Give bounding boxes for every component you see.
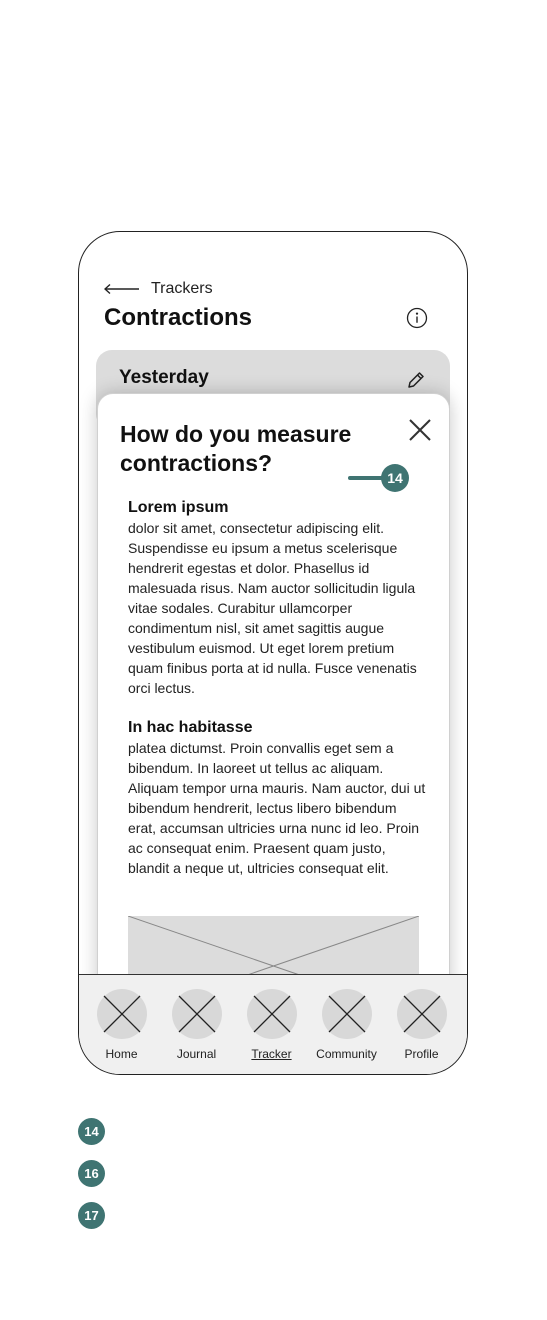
phone-frame: [78, 231, 468, 1075]
annotation-legend-badge: 17: [78, 1202, 105, 1229]
card-label: Yesterday: [119, 367, 209, 388]
tab-tracker[interactable]: [234, 989, 309, 1061]
community-icon: [322, 989, 372, 1039]
journal-icon: [172, 989, 222, 1039]
home-icon: [97, 989, 147, 1039]
back-label: Trackers: [151, 280, 213, 297]
tab-label: Tracker: [251, 1047, 292, 1061]
section-body: platea dictumst. Proin convallis eget sem a bibendum. In laoreet ut tellus ac aliquam. Aliquam tempor urna mauris. Nam auctor, dui ut bibendum hendrerit, lectus libero bibendum erat, accumsan ultricies urna nunc id leo. Proin ac consequat enim. Praesent quam justo, blandit a neque ut, ultricies consequat elit.: [128, 740, 426, 876]
tracker-icon: [247, 989, 297, 1039]
tab-label: Home: [105, 1047, 138, 1061]
tab-journal[interactable]: [159, 989, 234, 1061]
tab-home[interactable]: [84, 989, 159, 1061]
profile-icon: [397, 989, 447, 1039]
tab-label: Journal: [176, 1047, 217, 1061]
pencil-icon[interactable]: [406, 370, 426, 390]
tab-label: Community: [316, 1047, 377, 1061]
section-heading: Lorem ipsum: [128, 499, 229, 516]
tab-community[interactable]: [309, 989, 384, 1061]
bottom-tab-bar: [79, 974, 468, 1075]
modal-title: How do you measure contractions?: [120, 421, 352, 476]
modal-section: [128, 718, 428, 878]
tab-profile[interactable]: [384, 989, 459, 1061]
section-body: dolor sit amet, consectetur adipiscing elit. Suspendisse eu ipsum a metus scelerisque hendrerit egestas et dolor. Phasellus id malesuada risus. Nam auctor sollicitudin ligula vitae sodales. Curabitur ullamcorper condimentum nisl, sit amet sagittis augue vestibulum euismod. Ut eget lorem pretium quam finibus porta at id nulla. Fusce venenatis orci lectus.: [128, 520, 417, 696]
back-arrow-icon: [104, 282, 140, 296]
info-modal: [97, 393, 450, 1013]
tab-label: Profile: [404, 1047, 439, 1061]
info-icon[interactable]: [406, 307, 428, 329]
annotation-legend-badge: 16: [78, 1160, 105, 1187]
page-title: Contractions: [104, 304, 253, 331]
annotation-marker: [348, 464, 410, 492]
back-link[interactable]: [104, 278, 213, 300]
section-heading: In hac habitasse: [128, 719, 253, 736]
close-icon[interactable]: [408, 418, 432, 442]
annotation-legend-badge: 14: [78, 1118, 105, 1145]
modal-section: [128, 498, 428, 698]
annotation-badge: 14: [381, 464, 409, 492]
